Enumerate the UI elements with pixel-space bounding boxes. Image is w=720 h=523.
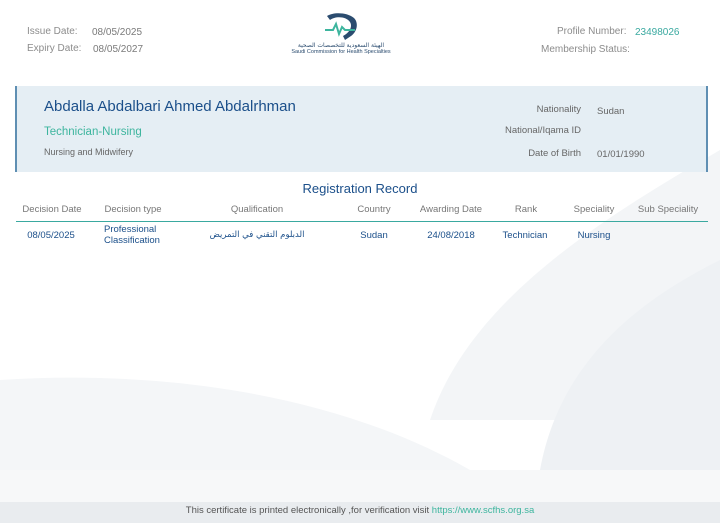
column-header-qualification: Qualification [230,204,284,215]
dob-label: Date of Birth [528,148,581,159]
profession: Technician-Nursing [44,126,142,138]
verification-footer [0,502,720,523]
logo-arabic-name: الهيئة السعودية للتخصصات الصحية [297,42,385,49]
expiry-date-value: 08/05/2027 [93,44,144,55]
scfhs-logo [285,12,397,62]
national-id-label: National/Iqama ID [504,125,581,136]
column-header-country: Country [357,204,391,215]
column-header-decision-date: Decision Date [22,204,82,215]
profile-number-label: Profile Number: [557,26,627,37]
column-header-rank: Rank [514,204,538,215]
column-header-decision-type: Decision type [104,204,162,215]
cell-qualification: الدبلوم التقني في التمريض [209,230,305,240]
cell-speciality: Nursing [577,230,611,241]
cell-country: Sudan [360,230,388,241]
issue-date-label: Issue Date: [27,26,78,37]
column-header-awarding-date: Awarding Date [419,204,483,215]
profile-number-value: 23498026 [635,27,680,38]
membership-status-label: Membership Status: [541,44,630,55]
cell-decision-type-line2: Classification [104,235,160,246]
column-header-sub-speciality: Sub Speciality [637,204,699,215]
full-name: Abdalla Abdalbari Ahmed Abdalrhman [44,98,296,115]
verification-link[interactable]: https://www.scfhs.org.sa [431,505,535,516]
cell-decision-date: 08/05/2025 [27,230,75,241]
heartbeat-logo-icon [321,12,361,42]
cell-awarding-date: 24/08/2018 [427,230,475,241]
table-header-divider [16,221,708,222]
logo-english-name: Saudi Commission for Health Specialties [291,49,391,55]
dob-value: 01/01/1990 [597,149,645,160]
specialty-group: Nursing and Midwifery [44,147,134,157]
cell-rank: Technician [502,230,548,241]
nationality-label: Nationality [536,104,581,115]
footer-text: This certificate is printed electronically ,for verification visit [185,505,432,516]
registration-record-title: Registration Record [302,181,418,196]
nationality-value: Sudan [597,106,625,117]
expiry-date-label: Expiry Date: [27,43,82,54]
column-header-speciality: Speciality [573,204,615,215]
cell-decision-type-line1: Professional [104,224,157,235]
issue-date-value: 08/05/2025 [92,27,143,38]
